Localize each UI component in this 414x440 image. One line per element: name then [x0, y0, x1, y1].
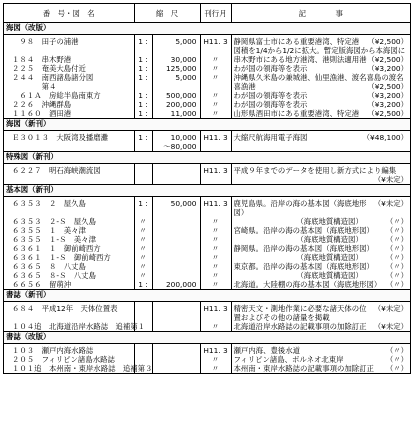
scale-value — [152, 175, 200, 185]
scale-prefix — [134, 302, 152, 323]
section-title: 基本図（新刊） — [4, 185, 410, 197]
item-price: （〃） — [385, 271, 408, 280]
publication-month: 〃 — [200, 55, 231, 64]
publication-month: 〃 — [200, 244, 231, 253]
scale-value: 30,000 — [152, 55, 200, 64]
item-note-text: 喜漁港 — [233, 82, 256, 91]
item-note — [231, 302, 410, 323]
publication-month: H11. 3 — [200, 131, 231, 143]
item-note-text: 北海道沿岸水路誌の記載事項の加除訂正 — [233, 322, 367, 331]
table-row — [4, 226, 410, 235]
scale-value: 5,000 — [152, 73, 200, 82]
section-title: 海図（改版） — [4, 23, 410, 35]
item-note — [231, 91, 410, 100]
publication-month: H11. 3 — [200, 302, 231, 323]
item-note-text: 静岡県富士市にある重要港湾、特定港 図積を1/4から1/2に拡大。暫定版海図から本海図に — [233, 37, 406, 55]
publication-month: H11. 3 — [200, 164, 231, 176]
scale-value — [152, 226, 200, 235]
item-price: （¥未定） — [373, 322, 408, 331]
scale-prefix: 1 : — [134, 35, 152, 56]
item-name: １１６０ 酒田港 — [12, 109, 72, 118]
publication-month — [200, 175, 231, 185]
table-row — [4, 197, 410, 218]
item-name: ６３５３ ２-Ｓ 屋久島 — [12, 217, 96, 226]
item-note — [231, 82, 410, 91]
table-row — [4, 262, 410, 271]
section-title: 書誌（新刊） — [4, 290, 410, 302]
item-note — [231, 64, 410, 73]
scale-value — [152, 344, 200, 356]
table-row — [4, 64, 410, 73]
publication-month: 〃 — [200, 355, 231, 364]
item-note — [231, 244, 410, 253]
item-note-text: （海底地質構造図） — [233, 235, 363, 244]
scale-value — [152, 302, 200, 323]
item-price: （¥未定） — [373, 175, 408, 184]
scale-value — [152, 217, 200, 226]
publication-table — [3, 3, 411, 374]
scale-value — [152, 253, 200, 262]
item-note-text: わが国の領海等を表示 — [233, 91, 308, 100]
item-note — [231, 73, 410, 82]
item-note-text: 串木野市にある地方港湾、港則法適用港 — [233, 55, 367, 64]
item-note-text: 沖縄県久米島の兼城港、仙里漁港、渡名喜島の渡名 — [233, 73, 404, 82]
item-note-text: 東京都。沿岸の海の基本図（海底地形図） — [233, 262, 374, 271]
item-price: （¥2,500） — [367, 37, 408, 46]
header-month: 刊行月 — [200, 4, 231, 23]
table-row — [4, 364, 410, 373]
header-name: 番 号・図 名 — [4, 4, 134, 23]
publication-month: H11. 3 — [200, 344, 231, 356]
item-note-text: （海底地質構造図） — [233, 217, 363, 226]
item-name: ２０５ フィリピン諸島水路誌 — [12, 355, 115, 364]
table-row — [4, 217, 410, 226]
section-title: 書誌（改版） — [4, 332, 410, 344]
section-header — [4, 185, 410, 197]
scale-value: 500,000 — [152, 91, 200, 100]
scale-value — [152, 235, 200, 244]
item-note-text: 精密天文・測地作業に必要な諸天体の位置およびその他の諸量を掲載 — [233, 304, 367, 322]
item-note — [231, 344, 410, 356]
item-note-text: わが国の領海等を表示 — [233, 64, 308, 73]
scale-value — [152, 244, 200, 253]
publication-month: 〃 — [200, 64, 231, 73]
publication-month: 〃 — [200, 226, 231, 235]
item-note-text: （海底地質構造図） — [233, 271, 363, 280]
scale-value: 50,000 — [152, 197, 200, 218]
scale-prefix: 〃 — [134, 226, 152, 235]
scale-prefix: 〃 — [134, 262, 152, 271]
item-price: （¥2,500） — [367, 109, 408, 118]
table-row — [4, 235, 410, 244]
item-note-text: 山形県酒田市にある重要港湾、特定港 — [233, 109, 360, 118]
item-name: ６３６１ １-Ｓ 御前崎西方 — [12, 253, 111, 262]
item-note-text: わが国の領海等を表示 — [233, 100, 308, 109]
scale-prefix — [134, 142, 152, 152]
table-row — [4, 55, 410, 64]
item-note — [231, 55, 410, 64]
item-name: ６６５６ 留萌沖 — [12, 280, 72, 289]
scale-value: ～80,000 — [152, 142, 200, 152]
table-row — [4, 91, 410, 100]
item-price: （〃） — [385, 262, 408, 271]
item-note-text: 平成９年までのデータを使用し新方式により編集 — [233, 166, 397, 175]
scale-value — [152, 355, 200, 364]
item-price: （〃） — [385, 235, 408, 244]
item-name: ６３５３ ２ 屋久島 — [12, 199, 86, 208]
table-row — [4, 322, 410, 332]
scale-prefix: 1 : — [134, 73, 152, 82]
item-note — [231, 142, 410, 152]
section-header — [4, 290, 410, 302]
scale-value: 125,000 — [152, 64, 200, 73]
table-row — [4, 355, 410, 364]
scale-value — [152, 82, 200, 91]
item-note-text: フィリピン諸島、ボルネオ北東岸 — [233, 355, 344, 364]
table-row — [4, 142, 410, 152]
table-row — [4, 100, 410, 109]
item-price: （〃） — [385, 217, 408, 226]
item-name: ６３６１ １ 御前崎西方 — [12, 244, 101, 253]
section-header — [4, 332, 410, 344]
item-note — [231, 262, 410, 271]
scale-prefix: 〃 — [134, 253, 152, 262]
table-row — [4, 244, 410, 253]
scale-value: 200,000 — [152, 280, 200, 290]
item-note — [231, 197, 410, 218]
publication-month: H11. 3 — [200, 35, 231, 56]
scale-prefix: 1 : — [134, 131, 152, 143]
item-name: Ｅ３０１３ 大阪湾及播磨灘 — [12, 133, 109, 142]
item-price: （¥2,500） — [367, 55, 408, 64]
item-price: （〃） — [385, 364, 408, 373]
item-name: ２２５ 奄美大島付近 — [12, 64, 86, 73]
item-name: ６３５５ １ 美々津 — [12, 226, 86, 235]
table-row — [4, 280, 410, 290]
item-name: ６３５５ １-Ｓ 美々津 — [12, 235, 96, 244]
item-name: ６１Ａ 房総半島南東方 — [12, 91, 101, 100]
item-price: （¥3,200） — [367, 91, 408, 100]
scale-prefix: 1 : — [134, 197, 152, 218]
item-note — [231, 253, 410, 262]
scale-prefix: 〃 — [134, 244, 152, 253]
scale-value — [152, 271, 200, 280]
item-note-text: （海底地質構造図） — [233, 253, 363, 262]
item-name: ６２２７ 明石海峡潮流図 — [12, 166, 101, 175]
header-scale: 縮 尺 — [134, 4, 200, 23]
item-note — [231, 280, 410, 290]
item-note-text: 北海道。大陸棚の海の基本図（海底地形図） — [233, 280, 382, 289]
item-note-text: 鹿児島県。沿岸の海の基本図（海底地形図） — [233, 199, 367, 217]
publication-month: 〃 — [200, 217, 231, 226]
publication-month — [200, 82, 231, 91]
item-price: （〃） — [385, 355, 408, 364]
scale-value — [152, 164, 200, 176]
scale-prefix — [134, 164, 152, 176]
table-row — [4, 131, 410, 143]
item-price: （〃） — [385, 226, 408, 235]
table-row — [4, 175, 410, 185]
item-name: ６３６５ ８-Ｓ 八丈島 — [12, 271, 96, 280]
item-price: （〃） — [385, 346, 408, 355]
section-title: 特殊図（新刊） — [4, 152, 410, 164]
scale-prefix: 1 : — [134, 100, 152, 109]
publication-month: 〃 — [200, 364, 231, 373]
item-note-text: 宮崎県。沿岸の海の基本図（海底地形図） — [233, 226, 374, 235]
publication-month: 〃 — [200, 100, 231, 109]
header-note: 記 事 — [231, 4, 410, 23]
item-name: １０３ 瀬戸内海水路誌 — [12, 346, 94, 355]
item-name: 第４ — [12, 82, 57, 91]
scale-prefix: 〃 — [134, 271, 152, 280]
scale-prefix: 1 : — [134, 280, 152, 290]
scale-prefix: 1 : — [134, 55, 152, 64]
item-price: （¥3,200） — [367, 64, 408, 73]
publication-month — [200, 142, 231, 152]
item-note — [231, 364, 410, 373]
scale-value: 200,000 — [152, 100, 200, 109]
table-header-row — [4, 4, 410, 23]
item-note — [231, 226, 410, 235]
item-note — [231, 131, 410, 143]
item-price: （¥未定） — [373, 304, 408, 313]
publication-month: 〃 — [200, 109, 231, 119]
section-header — [4, 119, 410, 131]
item-note — [231, 271, 410, 280]
item-name: ６８４ 平成12年 天体位置表 — [12, 304, 118, 313]
section-title: 海図（新刊） — [4, 119, 410, 131]
publication-month: 〃 — [200, 271, 231, 280]
publication-month: 〃 — [200, 73, 231, 82]
publication-month: 〃 — [200, 322, 231, 332]
item-name: １８４ 串木野港 — [12, 55, 72, 64]
item-note-text: 瀬戸内海、豊後水道 — [233, 346, 301, 355]
item-note — [231, 175, 410, 185]
table-row — [4, 164, 410, 176]
scale-prefix — [134, 355, 152, 364]
item-price: （¥3,200） — [367, 100, 408, 109]
scale-prefix — [134, 175, 152, 185]
publication-month: 〃 — [200, 235, 231, 244]
section-header — [4, 152, 410, 164]
item-note-text: 本州南・東岸水路誌の記載事項の加除訂正 — [233, 364, 374, 373]
publication-month: 〃 — [200, 91, 231, 100]
item-name: ２４４ 南西諸島諸分図 — [12, 73, 94, 82]
item-price: （〃） — [385, 253, 408, 262]
scale-value — [152, 262, 200, 271]
scale-value: 11,000 — [152, 109, 200, 119]
publication-month: 〃 — [200, 262, 231, 271]
item-name: １０４追 北海道沿岸水路誌 追補第１ — [12, 322, 146, 331]
item-name: ２２６ 沖縄群島 — [12, 100, 72, 109]
table-row — [4, 344, 410, 356]
item-note — [231, 322, 410, 332]
item-note — [231, 109, 410, 119]
item-name: １０１追 本州南・東岸水路誌 追補第３ — [12, 364, 153, 373]
item-name: ６３６５ ８ 八丈島 — [12, 262, 86, 271]
scale-value — [152, 322, 200, 332]
table-body — [4, 23, 410, 374]
item-name — [4, 175, 134, 185]
item-price: （〃） — [385, 244, 408, 253]
scale-prefix — [134, 344, 152, 356]
table-row — [4, 35, 410, 56]
scale-value — [152, 364, 200, 373]
item-note — [231, 217, 410, 226]
item-note — [231, 35, 410, 56]
item-price: （¥2,500） — [367, 82, 408, 91]
item-price: （〃） — [385, 280, 408, 289]
scale-prefix — [134, 82, 152, 91]
publication-month: H11. 3 — [200, 197, 231, 218]
table-row — [4, 302, 410, 323]
section-header — [4, 23, 410, 35]
scale-prefix: 〃 — [134, 217, 152, 226]
table-row — [4, 73, 410, 82]
scale-prefix: 1 : — [134, 91, 152, 100]
item-note — [231, 164, 410, 176]
catalog-table — [4, 4, 410, 373]
table-row — [4, 271, 410, 280]
scale-prefix: 1 : — [134, 109, 152, 119]
item-name: ９８ 田子の浦港 — [12, 37, 79, 46]
publication-month: 〃 — [200, 280, 231, 290]
item-price: （¥48,100） — [362, 133, 408, 142]
table-row — [4, 109, 410, 119]
item-note-text: 大縮尺航海用電子海図 — [233, 133, 308, 142]
item-note-text: 静岡県。沿岸の海の基本図（海底地形図） — [233, 244, 374, 253]
table-row — [4, 253, 410, 262]
scale-value: 5,000 — [152, 35, 200, 56]
item-price: （¥未定） — [373, 199, 408, 208]
item-note — [231, 355, 410, 364]
table-row — [4, 82, 410, 91]
item-note — [231, 100, 410, 109]
scale-prefix: 〃 — [134, 235, 152, 244]
item-name — [4, 142, 134, 152]
item-note — [231, 235, 410, 244]
scale-value: 10,000 — [152, 131, 200, 143]
publication-month: 〃 — [200, 253, 231, 262]
scale-prefix: 1 : — [134, 64, 152, 73]
